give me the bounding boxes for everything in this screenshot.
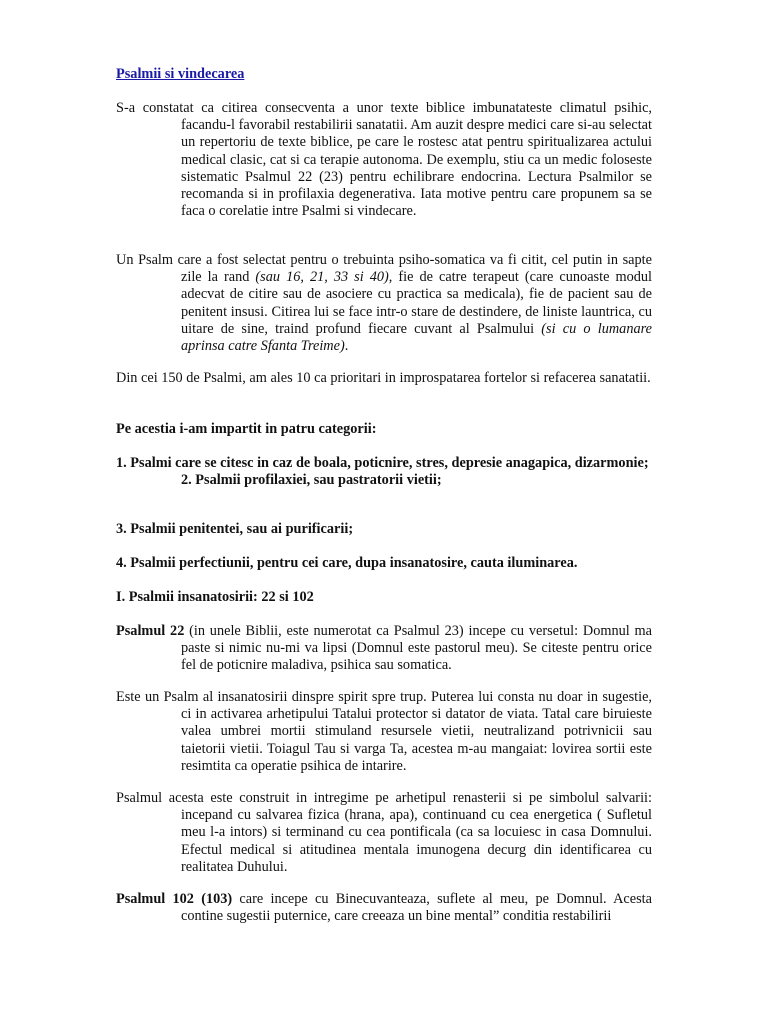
section-heading-healing-psalms: I. Psalmii insanatosirii: 22 si 102 (116, 589, 314, 605)
paragraph-psalm-22-archetype: Psalmul acesta este construit in intregime pe arhetipul renasterii si pe simbolul salvarii: incepand cu salvarea fizica (hrana, apa), continuand cu cea energetica ( Sufletul meu l-a intors) si terminand cu cea pontificala (ca sa locuiesc in casa Domnului. Efectul medical si atitudinea mentala imunogena decurg din identificarea cu realitatea Duhului. (116, 790, 652, 875)
category-4: 4. Psalmii perfectiunii, pentru cei care, dupa insanatosire, cauta iluminarea. (116, 555, 578, 571)
paragraph-reading-method (116, 252, 652, 355)
psalm-22-label: Psalmul 22 (116, 623, 185, 639)
paragraph-psalm-22 (116, 623, 652, 675)
paragraph-reading-method-candle-note: (si cu o lumanare aprinsa catre Sfanta Treime) (181, 320, 652, 355)
psalm-102-label: Psalmul 102 (103) (116, 891, 233, 907)
paragraph-reading-method-alt-psalms: (sau 16, 21, 33 si 40) (255, 269, 389, 286)
document-title-link[interactable]: Psalmii si vindecarea (116, 66, 245, 82)
paragraph-psalm-102-text: care incepe cu Binecuvanteaza, suflete al meu, pe Domnul. Acesta contine sugestii puternice, care creeaza un bine mental” conditia restabilirii (181, 891, 652, 925)
category-3: 3. Psalmii penitentei, sau ai purificarii; (116, 521, 354, 537)
paragraph-reading-method-end: . (344, 338, 349, 355)
categories-heading: Pe acestia i-am impartit in patru categorii: (116, 421, 377, 437)
category-2: 2. Psalmii profilaxiei, sau pastratorii vietii; (181, 472, 442, 489)
category-1-text: 1. Psalmi care se citesc in caz de boala, poticnire, stres, depresie anagapica, dizarmonie; (116, 455, 649, 471)
paragraph-intro: S-a constatat ca citirea consecventa a unor texte biblice imbunatateste climatul psihic, facandu-l favorabil restabilirii sanatatii. Am auzit despre medici care si-au selectat un repertoriu de texte biblice, pe care le rostesc atat pentru spiritualizarea actului medical clasic, cat si ca terapie autonoma. De exemplu, stiu ca un medic foloseste sistematic Psalmul 22 (23) pentru echilibrare endocrina. Lectura Psalmilor se recomanda si in profilaxia degenerativa. Iata motive pentru care propunem sa se faca o corelatie intre Psalmi si vindecare. (116, 100, 652, 220)
paragraph-priority-psalms: Din cei 150 de Psalmi, am ales 10 ca prioritari in improspatarea fortelor si refacerea sanatatii. (116, 370, 651, 386)
category-1 (116, 455, 652, 489)
paragraph-psalm-22-meaning: Este un Psalm al insanatosirii dinspre spirit spre trup. Puterea lui consta nu doar in sugestie, ci in activarea arhetipului Tatalui protector si datator de viata. Tatal care biruieste valea umbrei mortii stimuland resursele vietii, neutralizand potrivnicii sau taietorii vietii. Toiagul Tau si varga Ta, acestea m-au mangaiat: lovirea sortii este resimtita ca operatie psihica de intarire. (116, 689, 652, 774)
paragraph-reading-method-text: Un Psalm care a fost selectat pentru o trebuinta psiho-somatica va fi citit, cel putin in sapte zile la rand (116, 252, 652, 286)
paragraph-reading-method-text-2: , fie de catre terapeut (care cunoaste modul adecvat de citire sau de asociere cu practica sa medicala), fie de pacient sau de penitent insusi. Citirea lui se face intr-o stare de destindere, de liniste launtrica, cu uitare de sine, traind profund fiecare cuvant al Psalmului (181, 269, 652, 337)
paragraph-psalm-102 (116, 891, 652, 925)
paragraph-psalm-22-text: (in unele Biblii, este numerotat ca Psalmul 23) incepe cu versetul: Domnul ma paste si nimic nu-mi va lipsi (Domnul este pastorul meu). Se citeste pentru orice fel de poticnire maladiva, psihica sau somatica. (181, 623, 652, 674)
